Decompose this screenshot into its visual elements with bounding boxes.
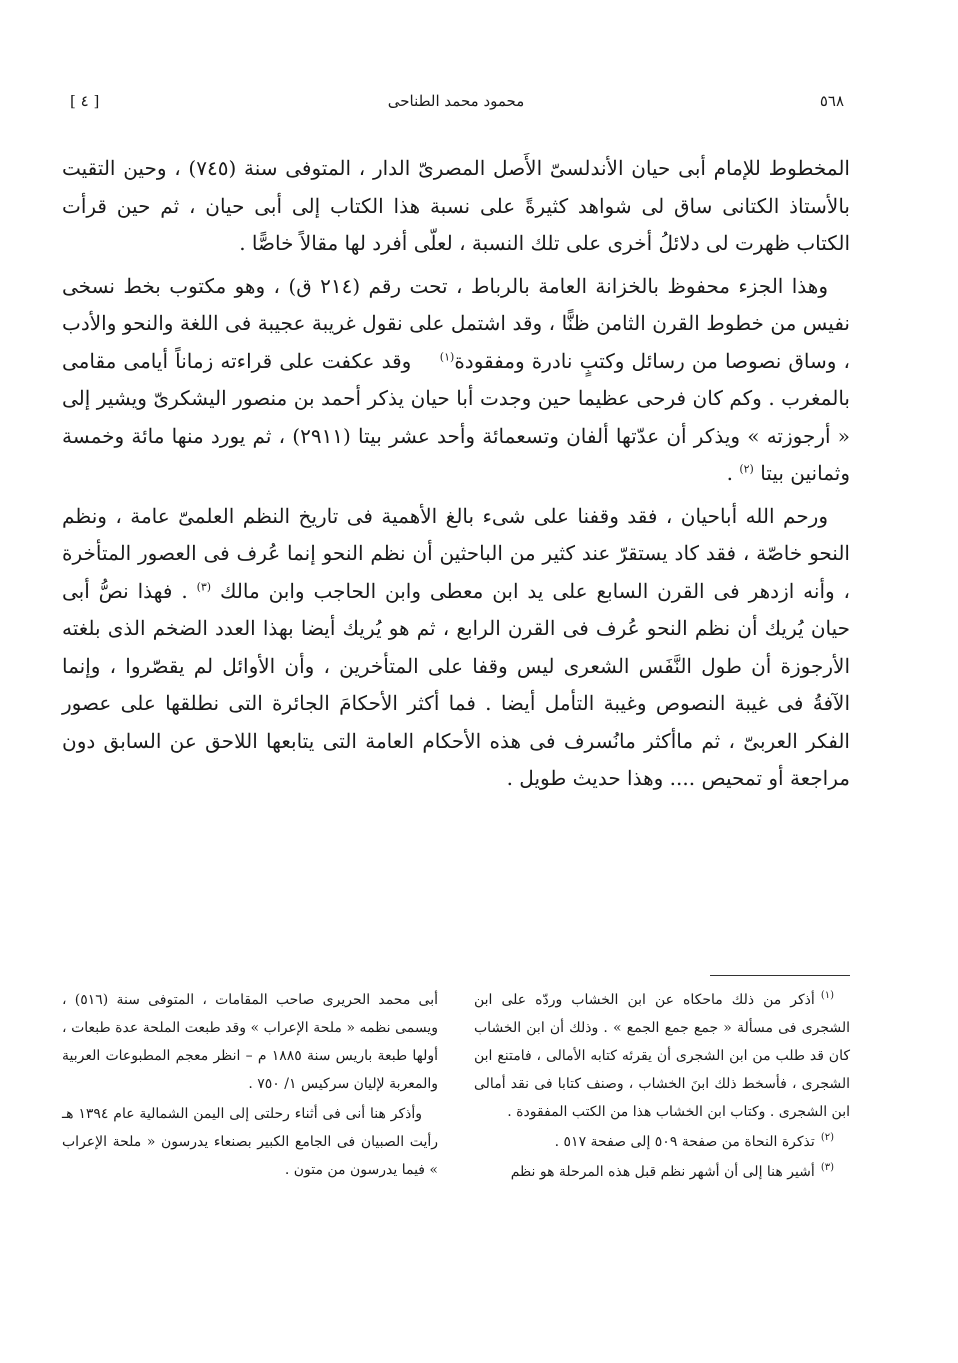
- paragraph-2-end: .: [726, 461, 733, 485]
- running-header: [62, 84, 850, 118]
- book-page: [62, 84, 850, 1334]
- footnote-3-continuation: أبى محمد الحريرى صاحب المقامات ، المتوفى سنة (٥١٦) ، ويسمى نظمه « ملحة الإعراب » وقد طبعت الملحة عدة طبعات ، أولها طبعة باريس سنة ١٨٨٥ م – انظر معجم المطبوعات العربية والمعربة لإليان سركيس ١/ ٧٥٠ .: [62, 992, 438, 1092]
- footnote-3-text: أشير هنا إلى أن أشهر نظم قبل هذه المرحلة هو نظم: [510, 1164, 815, 1180]
- footnote-3-marker: (٣): [820, 1162, 834, 1174]
- footnote-1-marker: (١): [820, 990, 834, 1002]
- footnote-1: [474, 986, 850, 1126]
- part-number: [ ٤ ]: [70, 92, 100, 110]
- footnote-3-note: وأذكر هنا أنى فى أثناء رحلتى إلى اليمن الشمالية عام ١٣٩٤ هـ رأيت الصبيان فى الجامع الكبير بصنعاء يدرسون « ملحة الإعراب » فيما يدرسون من متون .: [62, 1106, 438, 1178]
- footnote-3: [474, 1158, 850, 1186]
- page-number: ٥٦٨: [819, 92, 844, 110]
- paragraph-3-part-b: . فهذا نصُّ أبى حيان يُريك أن نظم النحو عُرف فى القرن الرابع ، ثم هو يُريك أيضا بهذا العدد الضخم الذى بلغته الأرجوزة أن طول النَّفَس الشعرى ليس وقفا على المتأخرين ، وأن الأوائل لم يقصّروا ، وإنما الآفةُ فى غيبة النصوص وغيبة التأمل أيضا . فما أكثر الأحكامَ الجائرة التى نطلقها على عصور الفكر العربىّ ، ثم ماأكثر مانُسرف فى هذه الأحكام العامة التى يتابعها اللاحق عن السابق دون مراجعة أو تمحيص .... وهذا حديث طويل .: [62, 578, 850, 790]
- footnote-ref-1[interactable]: (١): [439, 349, 455, 363]
- running-title-author: محمود محمد الطناحى: [387, 92, 525, 110]
- paragraph-1: المخطوط للإمام أبى حيان الأندلسىّ الأَصل المصرىّ الدار ، المتوفى سنة (٧٤٥) ، وحين التقيت بالأستاذ الكتانى ساق لى شواهد كثيرةً على نسبة هذا الكتاب إلى أبى حيان ، ثم حين قرأت الكتاب ظهرت لى دلائلُ أخرى على تلك النسبة ، لعلّى أفرد لها مقالاً خاصًّا .: [62, 156, 850, 255]
- footnote-ref-2[interactable]: (٢): [739, 462, 754, 476]
- paragraph-2-part-a: وهذا الجزء محفوظ بالخزانة العامة بالرباط ، تحت رقم (٢١٤ ق) ، وهو مكتوب بخط نسخى نفيس من خطوط القرن الثامن ظنًّا ، وقد اشتمل على نقول غريبة عجيبة فى اللغة والنحو والأدب ، وساق نصوصا من رسائل وكتبٍ نادرة ومفقودة: [62, 273, 851, 373]
- footnotes-left-column: [62, 986, 438, 1186]
- footnote-2-marker: (٢): [820, 1132, 834, 1144]
- paragraph-3-part-a: ورحم الله أباحيان ، فقد وقفنا على شىء بالغ الأهمية فى تاريخ النظم العلمىّ عامة ، ونظم النحو خاصّة ، فقد كاد يستقرّ عند كثير من الباحثين أن نظم النحو إنما عُرف فى العصور المتأخرة ، وأنه ازدهر فى القرن السابع على يد ابن معطى وابن الحاجب وابن مالك: [62, 503, 851, 603]
- footnote-2: [474, 1128, 850, 1156]
- paragraph-2-part-b: وقد عكفت على قراءته زماناً أيامى مقامى بالمغرب . وكم كان فرحى عظيما حين وجدت أبا حيان يذكر أحمد بن منصور اليشكرىّ ويشير إلى « أرجوزته » ويذكر أن عدّتها ألفان وتسعمائة وأحد عشر بيتا (٢٩١١) ، ثم يورد منها مائة وخمسة وثمانين بيتا: [62, 348, 850, 485]
- footnote-2-text: تذكرة النحاة من صفحة ٥٠٩ إلى صفحة ٥١٧ .: [554, 1134, 815, 1150]
- footnote-separator: [710, 975, 850, 976]
- paragraph-2: [62, 268, 850, 493]
- footnote-ref-3[interactable]: (٣): [196, 579, 212, 593]
- main-text: [62, 150, 850, 803]
- footnote-1-text: أذكر من ذلك ماحكاه عن ابن الخشاب وردّه على ابن الشجرى فى مسألة « جمع جمع الجمع » . وذلك أن ابن الخشاب كان قد طلب من ابن الشجرى أن يقرئه كتابه الأمالى ، فامتنع ابن الشجرى ، فأسخط ذلك ابنَ الخشاب ، وصنف كتابا فى نقد أمالى ابن الشجرى . وكتاب ابن الخشاب هذا من الكتب المفقودة .: [474, 992, 850, 1120]
- paragraph-3: [62, 498, 850, 798]
- footnotes-right-column: [474, 986, 850, 1188]
